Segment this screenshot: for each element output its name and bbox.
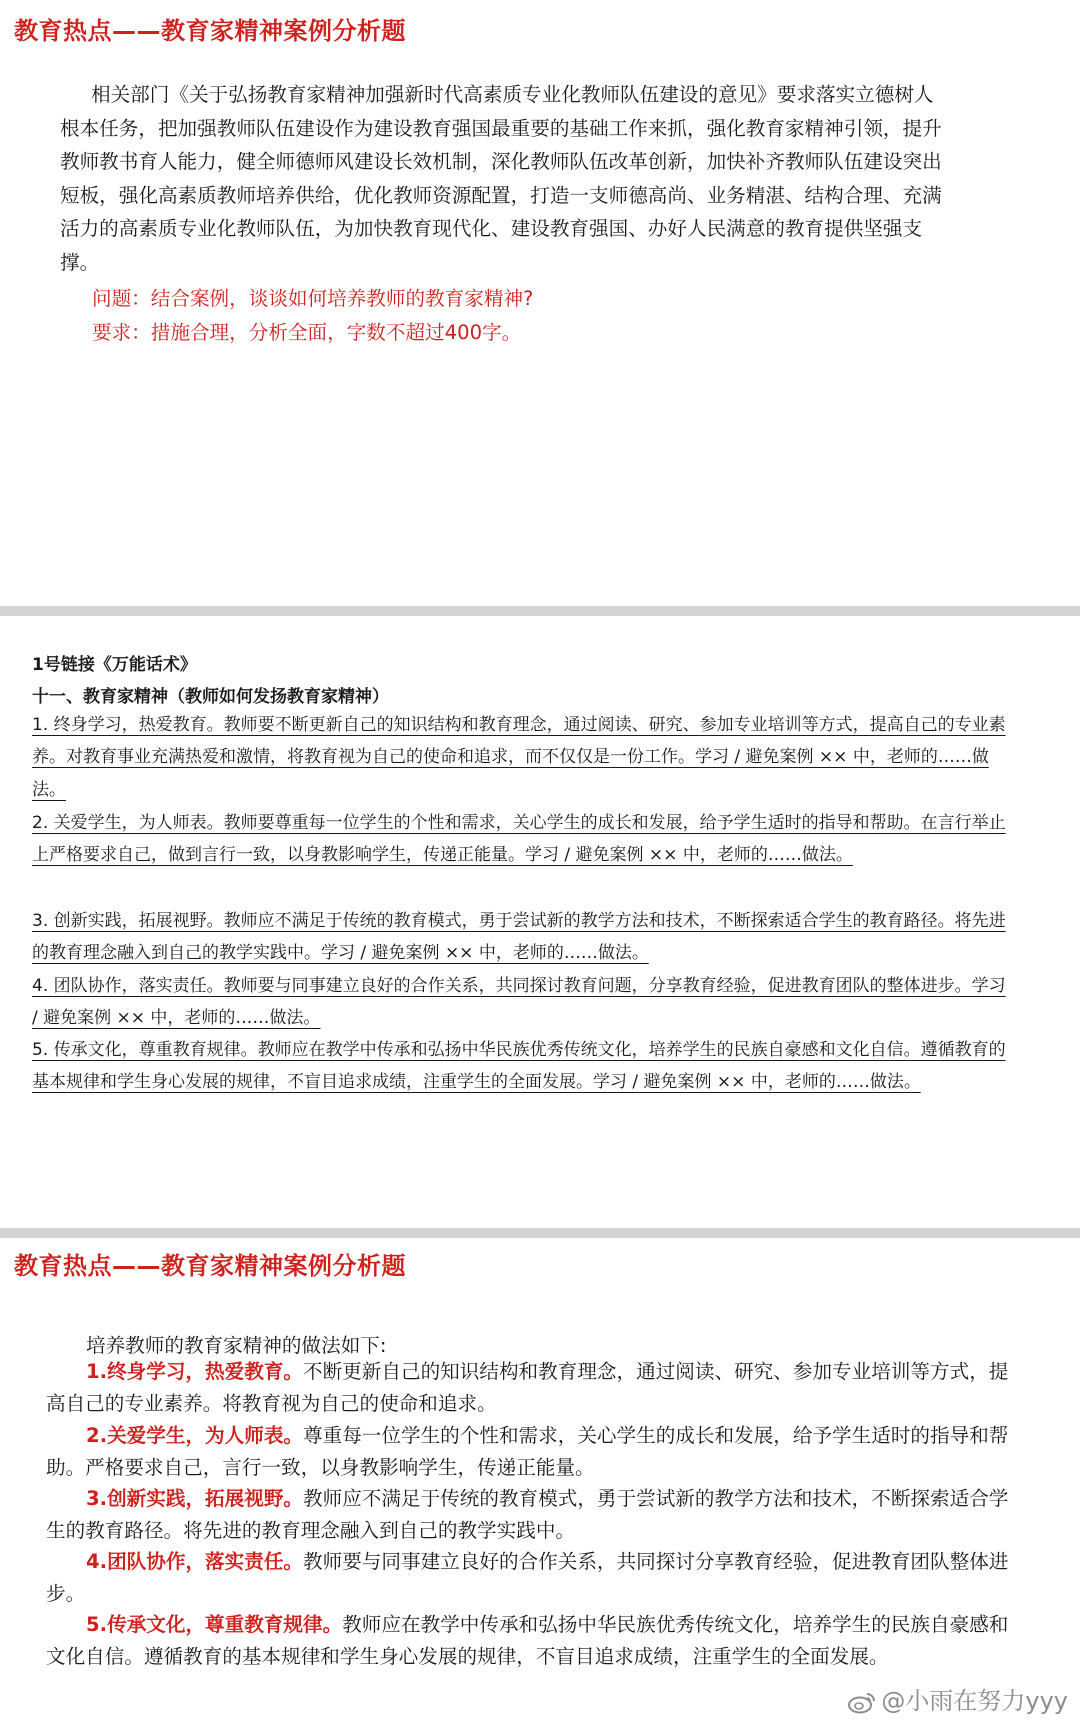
list-item-text: 3. 创新实践，拓展视野。教师应不满足于传统的教育模式，勇于尝试新的教学方法和技术，不断探索适合学生的教育路径。将先进的教育理念融入到自己的教学实践中。学习 / 避免案例 ×× 中，老师的……做法。: [32, 911, 1006, 964]
answer-point-text: 教师应在教学中传承和弘扬中华民族优秀传统文化，培养学生的民族自豪感和文化自信。遵循教育的基本规律和学生身心发展的规律，不盲目追求成绩，注重学生的全面发展。: [46, 1613, 1009, 1668]
answer-point-title: 1.终身学习，热爱教育。: [86, 1360, 304, 1383]
answer-point: [46, 1546, 1021, 1609]
section-divider: [0, 1228, 1080, 1238]
list-item: [32, 1034, 1012, 1099]
watermark: [847, 1681, 1068, 1716]
section-divider: [0, 606, 1080, 616]
answer-point-title: 5.传承文化，尊重教育规律。: [86, 1613, 343, 1636]
answer-point-text: 教师应不满足于传统的教育模式，勇于尝试新的教学方法和技术，不断探索适合学生的教育路径。将先进的教育理念融入到自己的教学实践中。: [46, 1487, 1009, 1542]
answer-point: [46, 1609, 1021, 1672]
answer-point-title: 4.团队协作，落实责任。: [86, 1550, 304, 1573]
requirement-text: 要求：措施合理，分析全面，字数不超过400字。: [92, 321, 522, 344]
template-section: [0, 616, 1080, 1228]
section-heading: 教育热点——教育家精神案例分析题: [14, 17, 406, 45]
link-title: 1号链接《万能话术》: [32, 655, 197, 675]
list-item-text: 4. 团队协作，落实责任。教师要与同事建立良好的合作关系，共同探讨教育问题，分享教育经验，促进教育团队的整体进步。学习 / 避免案例 ×× 中，老师的……做法。: [32, 976, 1006, 1029]
list-item-text: 5. 传承文化，尊重教育规律。教师应在教学中传承和弘扬中华民族优秀传统文化，培养学生的民族自豪感和文化自信。遵循教育的基本规律和学生身心发展的规律，不盲目追求成绩，注重学生的全面发展。学习 / 避免案例 ×× 中，老师的……做法。: [32, 1040, 1006, 1093]
list-item-text: 1. 终身学习，热爱教育。教师要不断更新自己的知识结构和教育理念，通过阅读、研究、参加专业培训等方式，提高自己的专业素养。对教育事业充满热爱和激情，将教育视为自己的使命和追求，而不仅仅是一份工作。学习 / 避免案例 ×× 中，老师的……做法。: [32, 715, 1006, 800]
list-item: [32, 970, 1012, 1035]
answer-point-title: 3.创新实践，拓展视野。: [86, 1487, 304, 1510]
answer-point: [46, 1483, 1021, 1546]
answer-point-text: 尊重每一位学生的个性和需求，关心学生的成长和发展，给予学生适时的指导和帮助。严格要求自己，言行一致，以身教影响学生，传递正能量。: [46, 1424, 1009, 1479]
answer-point-text: 不断更新自己的知识结构和教育理念，通过阅读、研究、参加专业培训等方式，提高自己的专业素养。将教育视为自己的使命和追求。: [46, 1360, 1009, 1415]
list-item: [32, 807, 1012, 872]
answer-point: [46, 1356, 1021, 1419]
background-paragraph: 相关部门《关于弘扬教育家精神加强新时代高素质专业化教师队伍建设的意见》要求落实立德树人根本任务，把加强教师队伍建设作为建设教育强国最重要的基础工作来抓，强化教育家精神引领，提升教师教书育人能力，健全师德师风建设长效机制，深化教师队伍改革创新，加快补齐教师队伍建设突出短板，强化高素质教师培养供给，优化教师资源配置，打造一支师德高尚、业务精湛、结构合理、充满活力的高素质专业化教师队伍，为加快教育现代化、建设教育强国、办好人民满意的教育提供坚强支撑。: [60, 83, 942, 274]
answer-point-text: 教师要与同事建立良好的合作关系，共同探讨分享教育经验，促进教育团队整体进步。: [46, 1550, 1009, 1605]
answer-point-title: 2.关爱学生，为人师表。: [86, 1424, 304, 1447]
answer-intro: 培养教师的教育家精神的做法如下:: [86, 1334, 387, 1357]
list-item: [32, 709, 1012, 806]
question-section: [0, 0, 1080, 606]
section-heading: 教育热点——教育家精神案例分析题: [14, 1252, 406, 1280]
watermark-text: @小雨在努力yyy: [881, 1687, 1068, 1715]
section-subtitle: 十一、教育家精神（教师如何发扬教育家精神）: [32, 687, 389, 707]
answer-point: [46, 1420, 1021, 1483]
answer-section: [0, 1238, 1080, 1728]
list-item: [32, 905, 1012, 970]
weibo-logo-icon: [847, 1690, 877, 1714]
list-item-text: 2. 关爱学生，为人师表。教师要尊重每一位学生的个性和需求，关心学生的成长和发展，给予学生适时的指导和帮助。在言行举止上严格要求自己，做到言行一致，以身教影响学生，传递正能量。学习 / 避免案例 ×× 中，老师的……做法。: [32, 813, 1006, 866]
question-text: 问题：结合案例，谈谈如何培养教师的教育家精神?: [92, 287, 534, 310]
